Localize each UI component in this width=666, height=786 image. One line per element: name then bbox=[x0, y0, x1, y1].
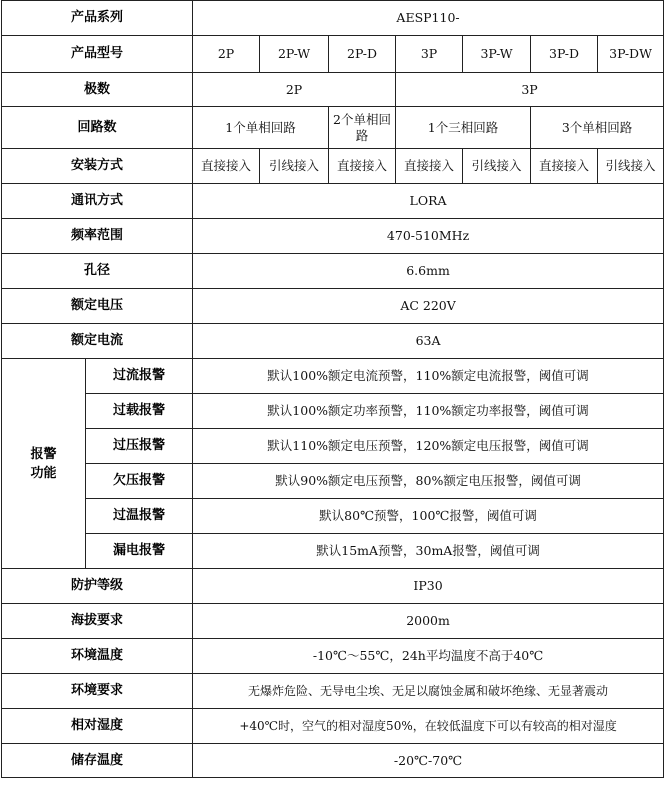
row-temp bbox=[2, 639, 664, 674]
circuits-cell: 1个三相回路 bbox=[396, 107, 531, 149]
row-envreq bbox=[2, 674, 664, 709]
freq-value: 470-510MHz bbox=[193, 219, 664, 254]
row-series bbox=[2, 1, 664, 36]
row-alarm-overcurrent bbox=[2, 359, 664, 394]
altitude-value: 2000m bbox=[193, 604, 664, 639]
row-model bbox=[2, 36, 664, 73]
alarm-item-label: 欠压报警 bbox=[86, 464, 193, 499]
model-cell: 3P-D bbox=[531, 36, 598, 73]
row-voltage bbox=[2, 289, 664, 324]
row-humidity bbox=[2, 709, 664, 744]
alarm-label bbox=[2, 359, 86, 569]
model-cell: 2P bbox=[193, 36, 260, 73]
install-label: 安装方式 bbox=[2, 149, 193, 184]
install-cell: 引线接入 bbox=[260, 149, 329, 184]
install-cell: 引线接入 bbox=[463, 149, 531, 184]
alarm-item-value: 默认80℃预警，100℃报警，阈值可调 bbox=[193, 499, 664, 534]
storage-value: -20℃-70℃ bbox=[193, 744, 664, 778]
install-cell: 引线接入 bbox=[598, 149, 664, 184]
voltage-value: AC 220V bbox=[193, 289, 664, 324]
circuits-cell: 1个单相回路 bbox=[193, 107, 329, 149]
alarm-item-label: 过温报警 bbox=[86, 499, 193, 534]
alarm-item-value: 默认100%额定功率预警，110%额定功率报警，阈值可调 bbox=[193, 394, 664, 429]
row-alarm-overvoltage bbox=[2, 429, 664, 464]
comm-value: LORA bbox=[193, 184, 664, 219]
install-cell: 直接接入 bbox=[396, 149, 463, 184]
spec-table bbox=[1, 0, 664, 778]
row-current bbox=[2, 324, 664, 359]
poles-cell: 3P bbox=[396, 73, 664, 107]
row-storage bbox=[2, 744, 664, 778]
alarm-item-label: 漏电报警 bbox=[86, 534, 193, 569]
envreq-value: 无爆炸危险、无导电尘埃、无足以腐蚀金属和破坏绝缘、无显著震动 bbox=[193, 674, 664, 709]
temp-value: -10℃～55℃，24h平均温度不高于40℃ bbox=[193, 639, 664, 674]
row-aperture bbox=[2, 254, 664, 289]
poles-label: 极数 bbox=[2, 73, 193, 107]
poles-cell: 2P bbox=[193, 73, 396, 107]
series-label: 产品系列 bbox=[2, 1, 193, 36]
altitude-label: 海拔要求 bbox=[2, 604, 193, 639]
model-cell: 3P-DW bbox=[598, 36, 664, 73]
row-protection bbox=[2, 569, 664, 604]
install-cell: 直接接入 bbox=[193, 149, 260, 184]
model-cell: 2P-D bbox=[329, 36, 396, 73]
envreq-label: 环境要求 bbox=[2, 674, 193, 709]
row-alarm-leakage bbox=[2, 534, 664, 569]
alarm-item-value: 默认110%额定电压预警，120%额定电压报警，阈值可调 bbox=[193, 429, 664, 464]
alarm-item-value: 默认100%额定电流预警，110%额定电流报警，阈值可调 bbox=[193, 359, 664, 394]
humidity-label: 相对湿度 bbox=[2, 709, 193, 744]
alarm-item-value: 默认15mA预警，30mA报警，阈值可调 bbox=[193, 534, 664, 569]
install-cell: 直接接入 bbox=[531, 149, 598, 184]
protection-value: IP30 bbox=[193, 569, 664, 604]
model-cell: 3P bbox=[396, 36, 463, 73]
row-altitude bbox=[2, 604, 664, 639]
current-label: 额定电流 bbox=[2, 324, 193, 359]
model-cell: 3P-W bbox=[463, 36, 531, 73]
comm-label: 通讯方式 bbox=[2, 184, 193, 219]
voltage-label: 额定电压 bbox=[2, 289, 193, 324]
protection-label: 防护等级 bbox=[2, 569, 193, 604]
humidity-value: +40℃时，空气的相对湿度50%，在较低温度下可以有较高的相对湿度 bbox=[193, 709, 664, 744]
row-comm bbox=[2, 184, 664, 219]
aperture-value: 6.6mm bbox=[193, 254, 664, 289]
alarm-item-value: 默认90%额定电压预警，80%额定电压报警，阈值可调 bbox=[193, 464, 664, 499]
alarm-label-text: 报警功能 bbox=[30, 446, 57, 481]
row-circuits bbox=[2, 107, 664, 149]
aperture-label: 孔径 bbox=[2, 254, 193, 289]
model-label: 产品型号 bbox=[2, 36, 193, 73]
alarm-item-label: 过载报警 bbox=[86, 394, 193, 429]
row-install bbox=[2, 149, 664, 184]
model-cell: 2P-W bbox=[260, 36, 329, 73]
series-value: AESP110- bbox=[193, 1, 664, 36]
row-poles bbox=[2, 73, 664, 107]
freq-label: 频率范围 bbox=[2, 219, 193, 254]
alarm-item-label: 过流报警 bbox=[86, 359, 193, 394]
row-alarm-undervoltage bbox=[2, 464, 664, 499]
row-freq bbox=[2, 219, 664, 254]
alarm-item-label: 过压报警 bbox=[86, 429, 193, 464]
temp-label: 环境温度 bbox=[2, 639, 193, 674]
circuits-label: 回路数 bbox=[2, 107, 193, 149]
current-value: 63A bbox=[193, 324, 664, 359]
storage-label: 储存温度 bbox=[2, 744, 193, 778]
row-alarm-overtemp bbox=[2, 499, 664, 534]
circuits-cell: 3个单相回路 bbox=[531, 107, 664, 149]
circuits-cell: 2个单相回路 bbox=[329, 107, 396, 149]
row-alarm-overload bbox=[2, 394, 664, 429]
install-cell: 直接接入 bbox=[329, 149, 396, 184]
